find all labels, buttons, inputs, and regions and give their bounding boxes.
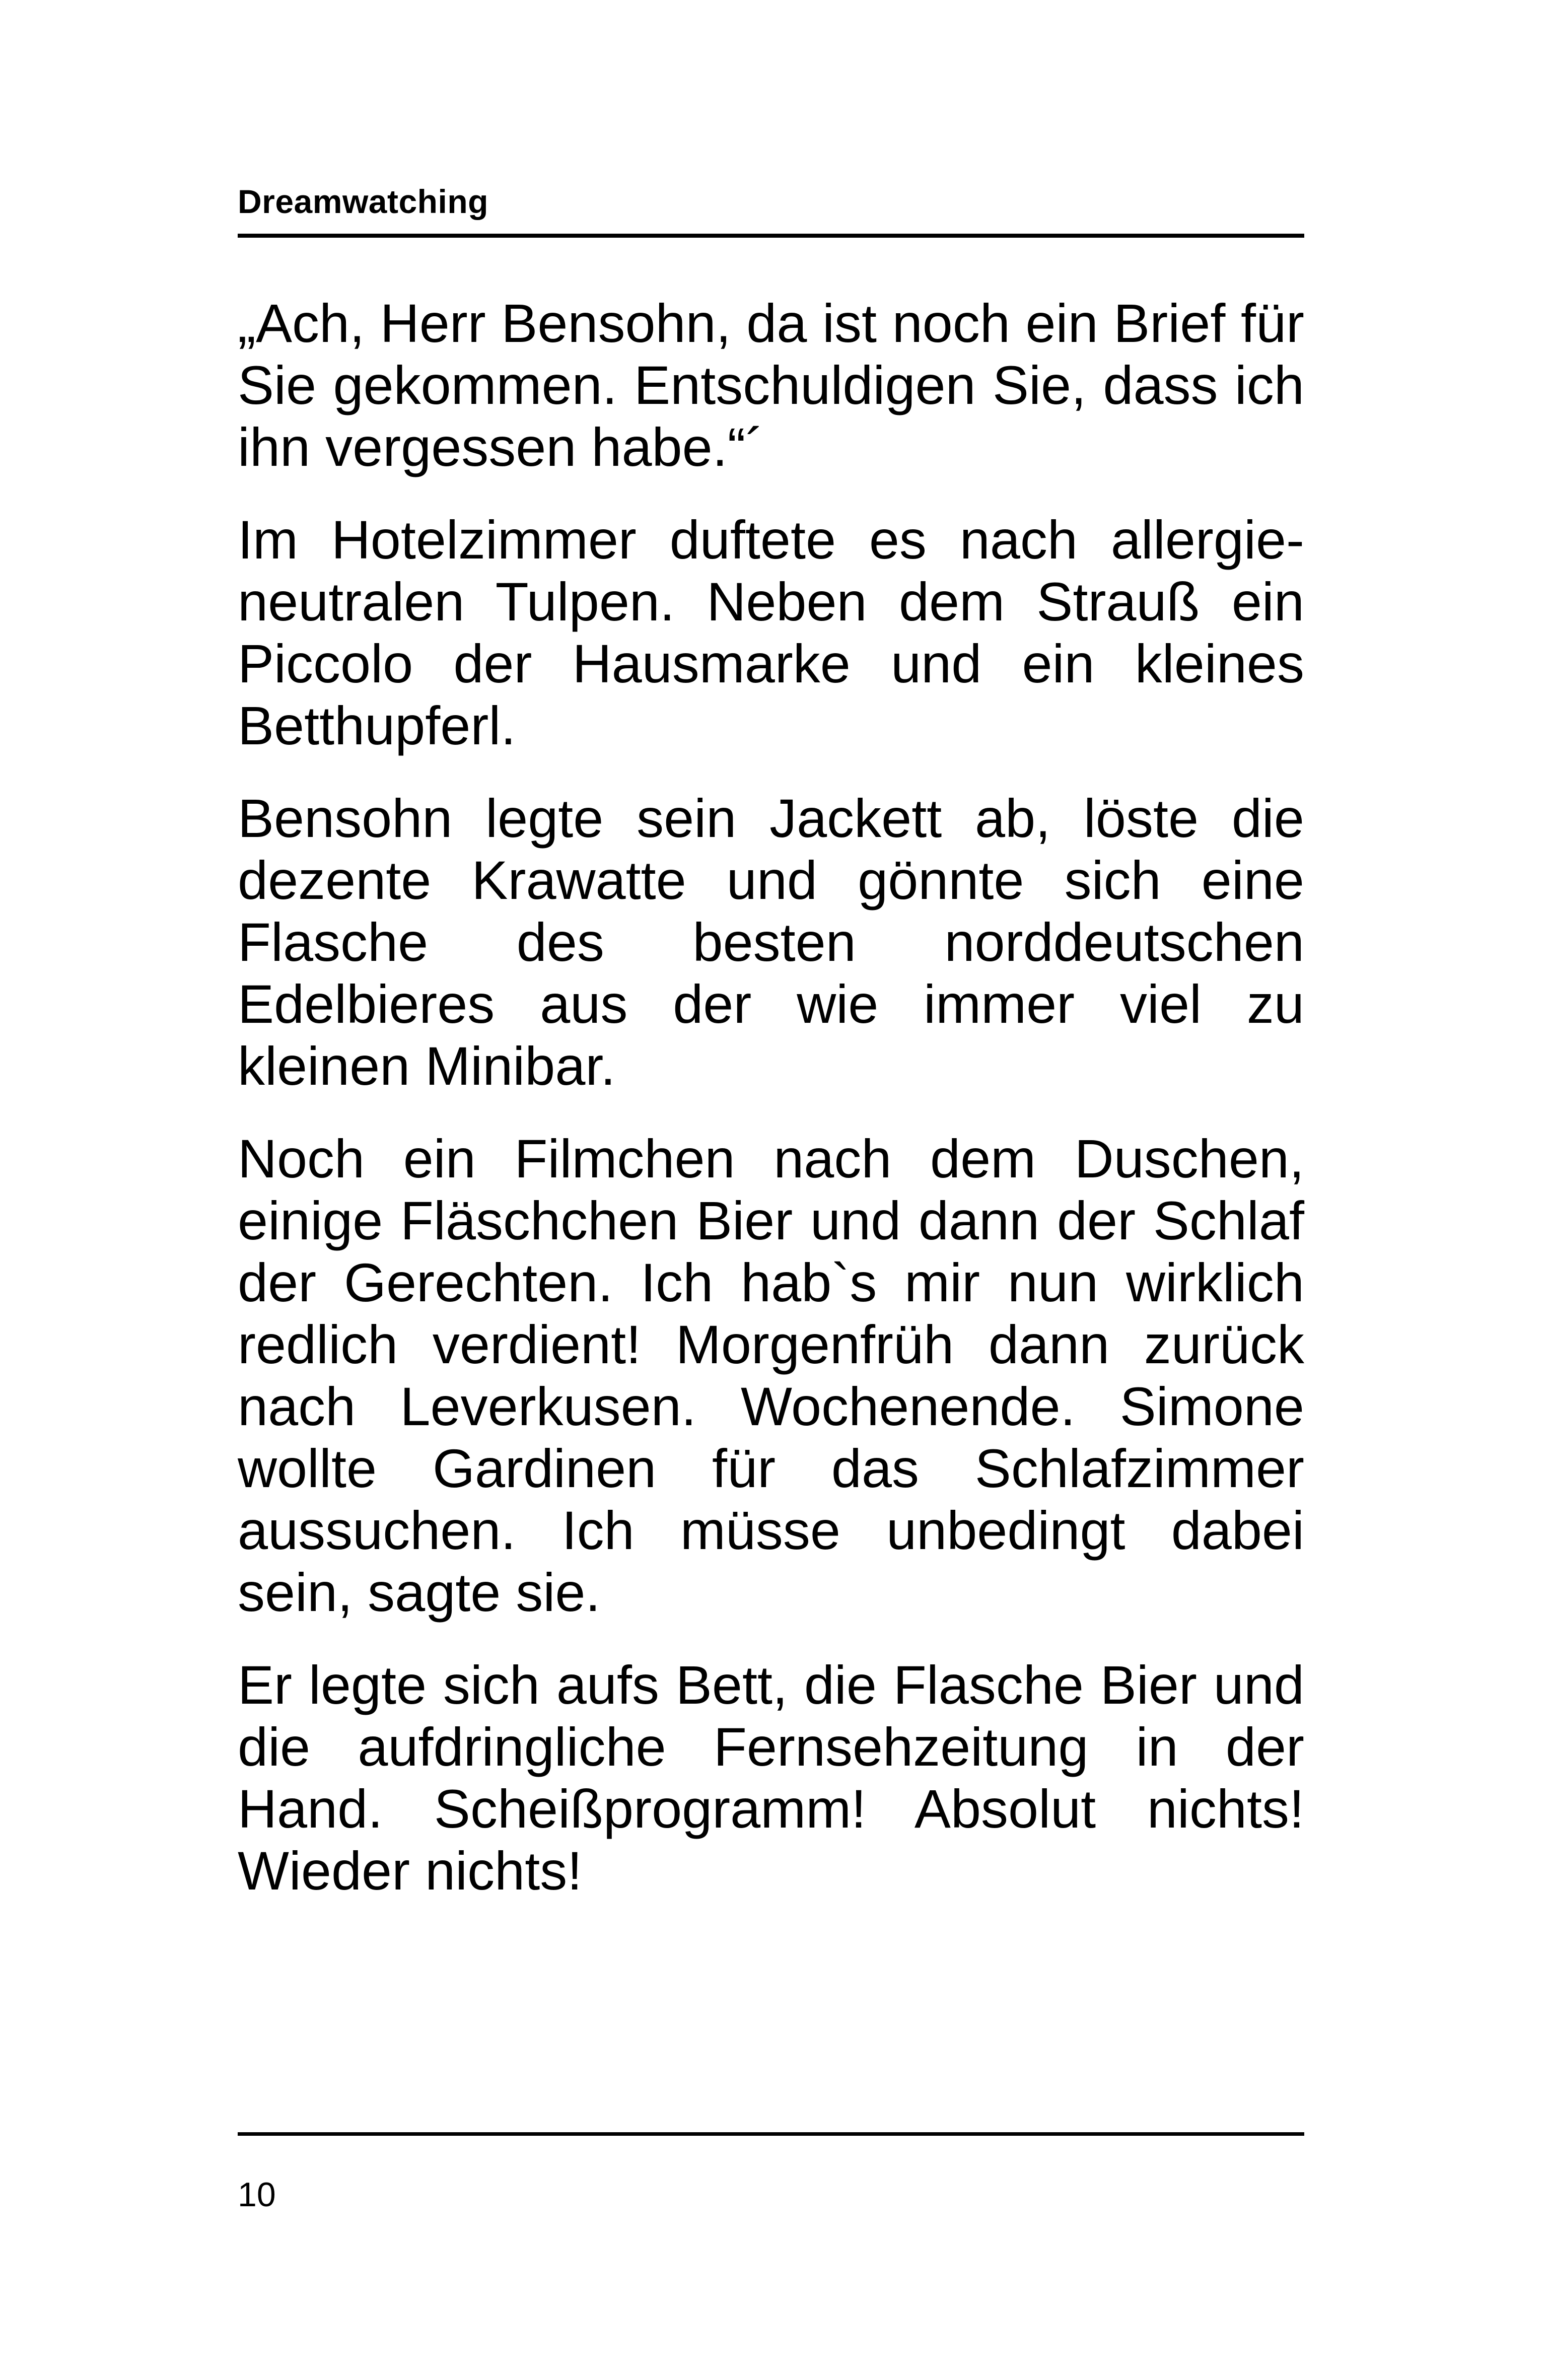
paragraph-3: Bensohn legte sein Jackett ab, löste die dezente Krawatte und gönnte sich eine Flasche des besten norddeutschen Edelbieres aus der wie immer viel zu kleinen Minibar. (238, 788, 1304, 1096)
footer-rule (238, 2132, 1304, 2136)
paragraph-4: Noch ein Filmchen nach dem Duschen, einige Fläschchen Bier und dann der Schlaf der Gerechten. Ich hab`s mir nun wirklich redlich verdient! Morgenfrüh dann zurück nach Leverkusen. Wochenende. Simone wollte Gardinen für das Schlafzimmer aussuchen. Ich müsse unbedingt dabei sein, sagte sie. (238, 1128, 1304, 1623)
paragraph-5: Er legte sich aufs Bett, die Flasche Bier und die aufdringliche Fernsehzeitung in der Hand. Scheißprogramm! Absolut nichts! Wieder nichts! (238, 1654, 1304, 1901)
running-header-title: Dreamwatching (238, 183, 488, 220)
header-rule (238, 234, 1304, 238)
page-number: 10 (238, 2176, 276, 2214)
body-text (238, 292, 1304, 1932)
paragraph-1: „Ach, Herr Bensohn, da ist noch ein Brief für Sie gekommen. Entschuldigen Sie, dass ich ihn vergessen habe.“´ (238, 293, 1304, 477)
paragraph-2: Im Hotelzimmer duftete es nach allergieneutralen Tulpen. Neben dem Strauß ein Piccolo der Hausmarke und ein kleines Betthupferl. (238, 509, 1304, 756)
